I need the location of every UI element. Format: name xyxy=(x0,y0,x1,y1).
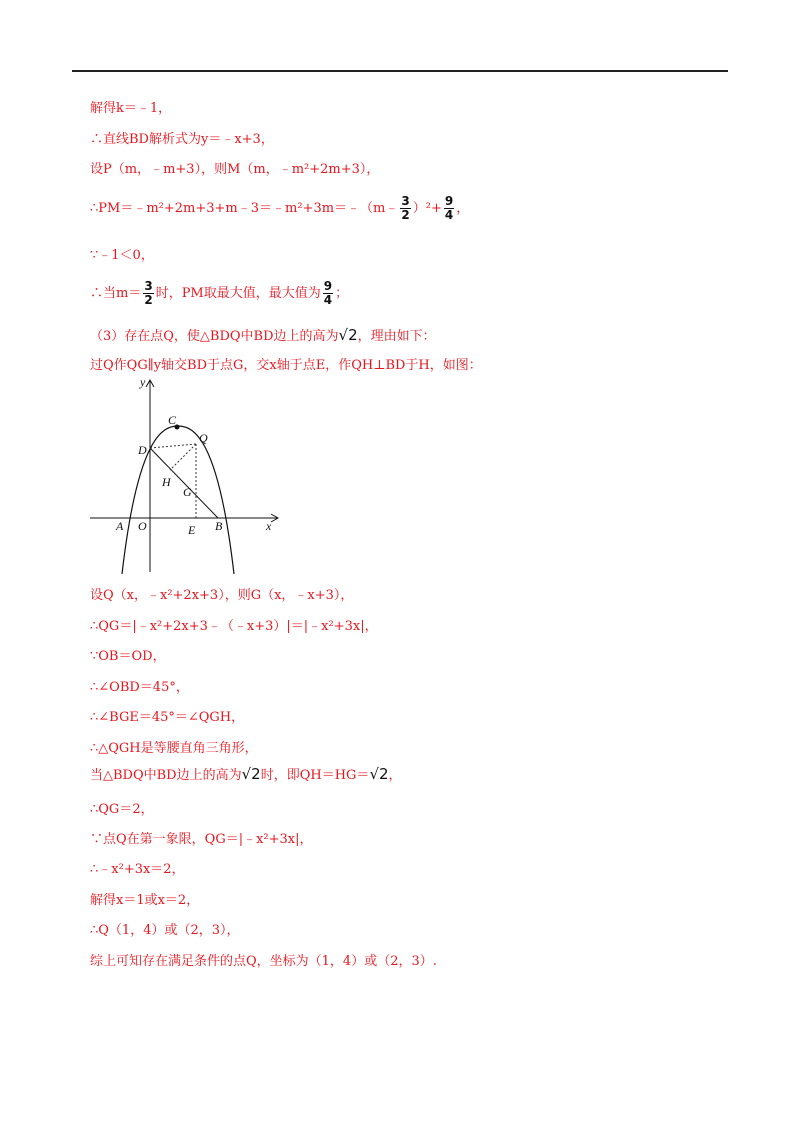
x-axis-label: x xyxy=(266,519,272,533)
pm-expression: ∴PM＝﹣m²+2m+3+m﹣3＝﹣m²+3m＝﹣（m﹣ xyxy=(90,201,399,216)
header-rule xyxy=(72,70,728,72)
sqrt-2-height: √2 xyxy=(241,765,261,783)
sqrt-2-hg: √2 xyxy=(369,765,389,783)
text-line-17: ∵点Q在第一象限，QG＝|﹣x²+3x|， xyxy=(90,832,313,847)
text-line-15 xyxy=(90,764,402,783)
y-axis-label: y xyxy=(140,376,146,389)
label-c: C xyxy=(168,413,177,427)
label-g: G xyxy=(183,485,192,499)
label-a: A xyxy=(116,519,124,533)
text-line-13: ∴∠BGE＝45°＝∠QGH， xyxy=(90,710,245,725)
height-equal: 时，即QH＝HG＝ xyxy=(260,768,370,783)
line-qh xyxy=(170,444,196,470)
text-line-21: 综上可知存在满足条件的点Q，坐标为（1，4）或（2，3）. xyxy=(90,954,437,969)
parabola-figure xyxy=(88,376,288,576)
text-line-10: ∴QG＝|﹣x²+2x+3﹣（﹣x+3）|＝|﹣x²+3x|， xyxy=(90,619,378,634)
part3-reason: ，理由如下： xyxy=(357,329,436,344)
fraction-9-4: $\frac{9}{4}$ xyxy=(444,194,454,222)
fraction-3-2-m: $\frac{3}{2}$ xyxy=(144,279,153,307)
part3-intro: （3）存在点Q，使△BDQ中BD边上的高为 xyxy=(90,329,339,344)
line-bd xyxy=(150,448,218,518)
text-line-18: ∴﹣x²+3x＝2， xyxy=(90,862,185,877)
text-line-2: ∴直线BD解析式为y＝﹣x+3， xyxy=(90,132,274,147)
sqrt-2: √2 xyxy=(338,326,358,344)
text-line-16: ∴QG＝2， xyxy=(90,802,154,817)
height-condition: 当△BDQ中BD边上的高为 xyxy=(90,768,242,783)
label-b: B xyxy=(215,519,223,533)
max-statement: 时，PM取最大值，最大值为 xyxy=(155,286,321,301)
max-condition: ∴当m＝ xyxy=(90,286,142,301)
fraction-9-4-max: $\frac{9}{4}$ xyxy=(323,279,333,307)
height-end: ， xyxy=(388,768,402,783)
text-line-14: ∴△QGH是等腰直角三角形， xyxy=(90,741,258,756)
pm-expression-mid: ）²+ xyxy=(412,201,442,216)
label-d: D xyxy=(138,443,147,457)
text-line-19: 解得x＝1或x＝2， xyxy=(90,893,200,908)
text-line-9: 设Q（x，﹣x²+2x+3），则G（x，﹣x+3）， xyxy=(90,588,354,603)
text-line-4 xyxy=(90,195,469,222)
label-e: E xyxy=(188,523,196,537)
fraction-3-2: $\frac{3}{2}$ xyxy=(401,194,410,222)
text-line-8: 过Q作QG∥y轴交BD于点G，交x轴于点E，作QH⊥BD于H，如图： xyxy=(90,358,482,373)
text-line-12: ∴∠OBD＝45°， xyxy=(90,680,189,695)
text-line-1: 解得k＝﹣1， xyxy=(90,101,172,116)
text-line-3: 设P（m，﹣m+3），则M（m，﹣m²+2m+3）， xyxy=(90,162,380,177)
text-line-7 xyxy=(90,325,436,344)
text-line-11: ∵OB＝OD， xyxy=(90,649,166,664)
text-line-6 xyxy=(90,280,348,307)
text-line-20: ∴Q（1，4）或（2，3）， xyxy=(90,923,240,938)
label-h: H xyxy=(162,475,171,489)
pm-expression-end: ， xyxy=(456,201,470,216)
label-o: O xyxy=(138,519,147,533)
text-line-5: ∵﹣1＜0， xyxy=(90,248,154,263)
max-end: ； xyxy=(335,286,349,301)
line-dq xyxy=(150,444,196,448)
label-q: Q xyxy=(199,431,208,445)
